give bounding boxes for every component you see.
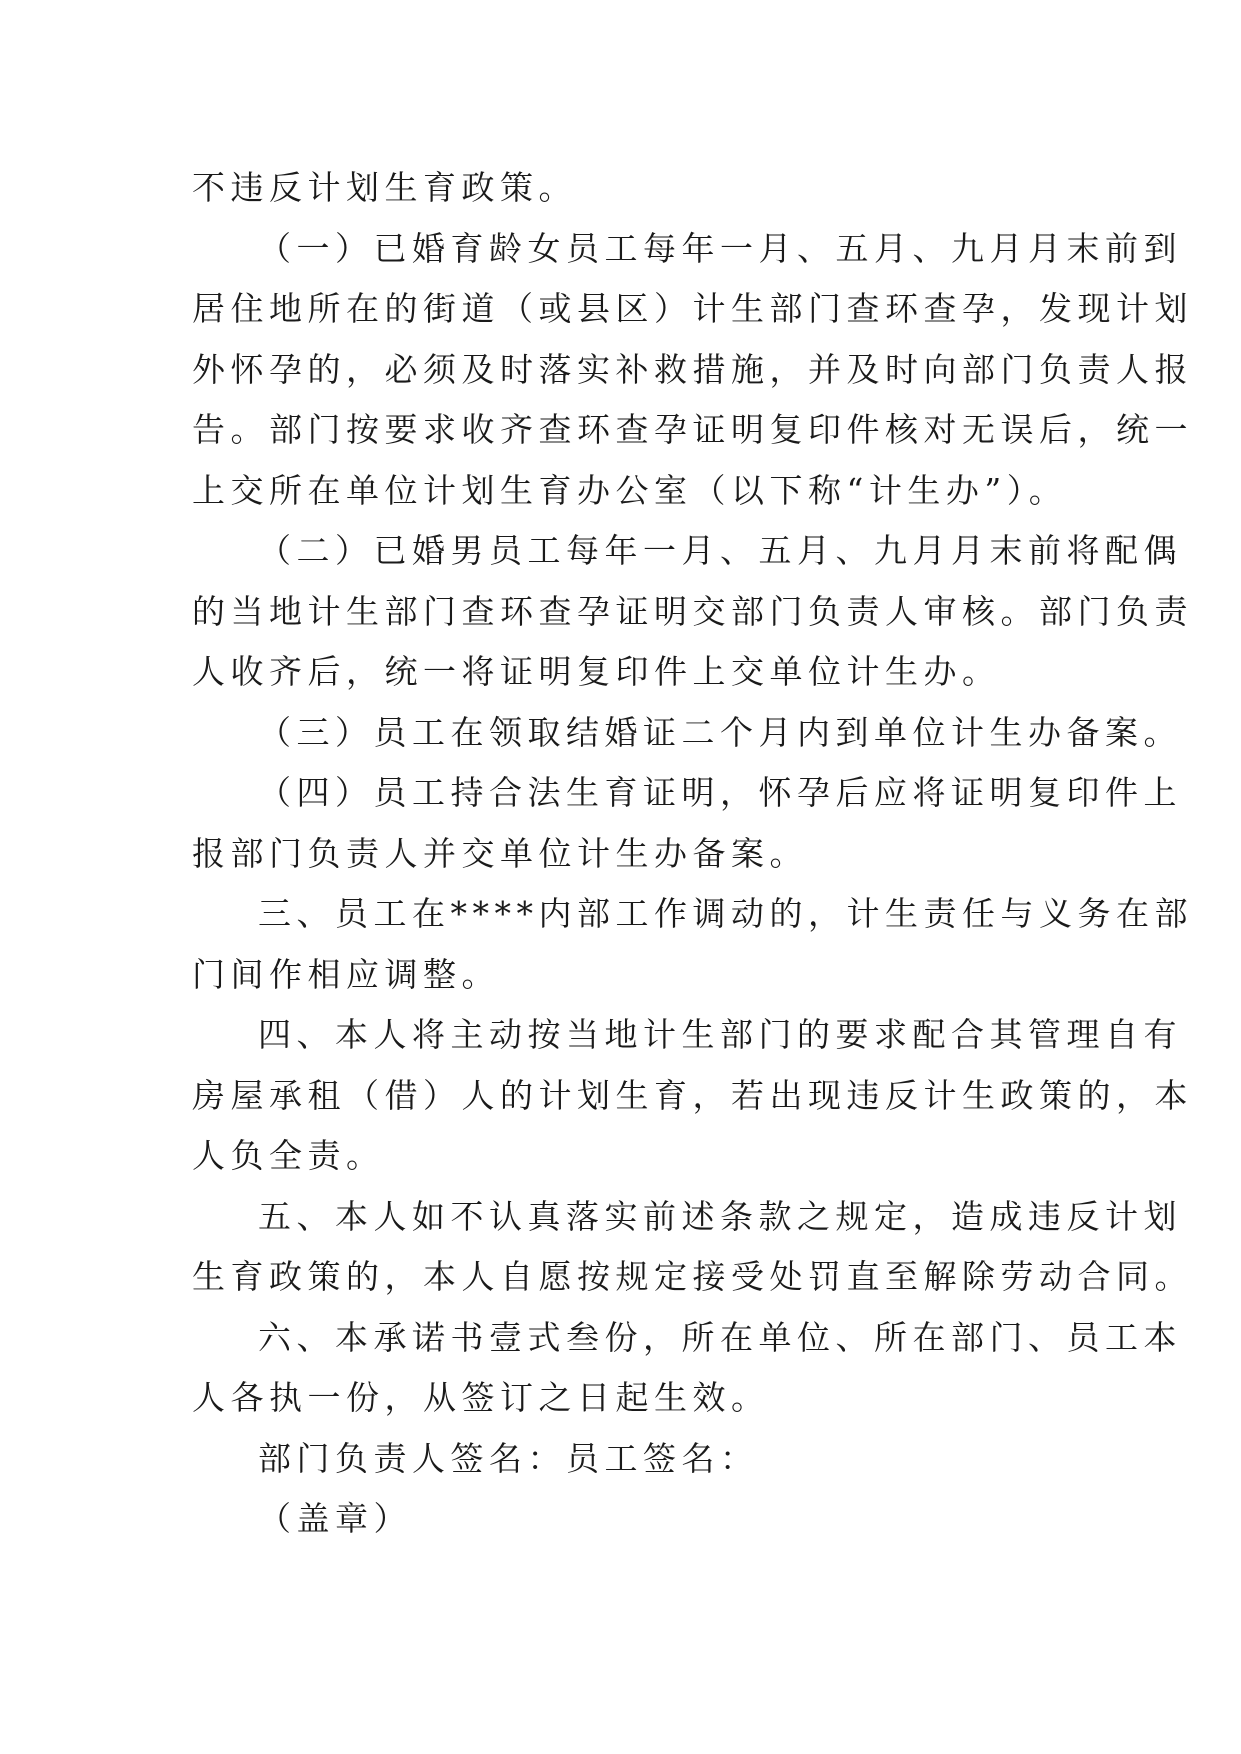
- document-body: [192, 158, 1193, 1550]
- paragraph-line: 不违反计划生育政策。: [192, 168, 577, 207]
- signature-line: 部门负责人签名：员工签名：: [258, 1438, 759, 1478]
- paragraph-line: 房屋承租（借）人的计划生育，若出现违反计生政策的，本: [192, 1075, 1193, 1115]
- paragraph-line: 五、本人如不认真落实前述条款之规定，造成违反计划: [258, 1196, 1182, 1236]
- paragraph-line: 三、员工在****内部工作调动的，计生责任与义务在部: [258, 894, 1193, 933]
- paragraph-line: （四）员工持合法生育证明，怀孕后应将证明复印件上: [258, 773, 1182, 812]
- paragraph-line: 居住地所在的街道（或县区）计生部门查环查孕，发现计划: [192, 289, 1193, 328]
- paragraph-line: 报部门负责人并交单位计生办备案。: [192, 833, 808, 873]
- paragraph-line: （二）已婚男员工每年一月、五月、九月月末前将配偶: [258, 531, 1182, 570]
- paragraph-line: （一）已婚育龄女员工每年一月、五月、九月月末前到: [258, 228, 1182, 268]
- paragraph-line: 上交所在单位计划生育办公室（以下称“计生办”）。: [192, 470, 1068, 510]
- paragraph-line: 告。部门按要求收齐查环查孕证明复印件核对无误后，统一: [192, 410, 1193, 449]
- paragraph-line: 门间作相应调整。: [192, 954, 500, 994]
- paragraph-line: 人收齐后，统一将证明复印件上交单位计生办。: [192, 652, 1001, 691]
- paragraph-line: 的当地计生部门查环查孕证明交部门负责人审核。部门负责: [192, 591, 1193, 631]
- paragraph-line: 人各执一份，从签订之日起生效。: [192, 1378, 770, 1417]
- paragraph-line: 生育政策的，本人自愿按规定接受处罚直至解除劳动合同。: [192, 1257, 1193, 1296]
- paragraph-line: （三）员工在领取结婚证二个月内到单位计生办备案。: [258, 712, 1182, 752]
- paragraph-line: 六、本承诺书壹式叁份，所在单位、所在部门、员工本: [258, 1317, 1182, 1357]
- paragraph-line: 外怀孕的，必须及时落实补救措施，并及时向部门负责人报: [192, 349, 1193, 389]
- paragraph-line: 人负全责。: [192, 1136, 385, 1175]
- seal-line: （盖章）: [258, 1499, 412, 1538]
- paragraph-line: 四、本人将主动按当地计生部门的要求配合其管理自有: [258, 1015, 1182, 1054]
